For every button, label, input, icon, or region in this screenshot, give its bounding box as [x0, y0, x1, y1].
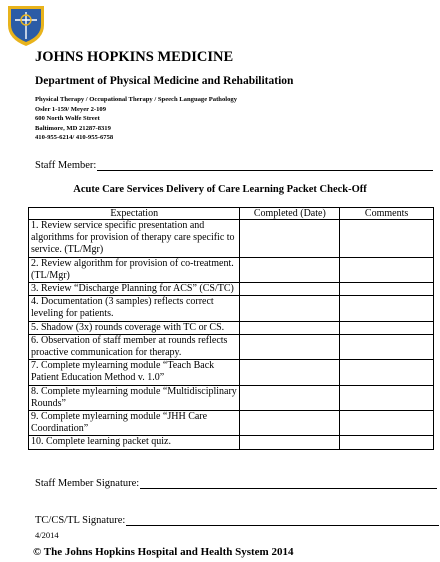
header-expectation: Expectation: [29, 208, 240, 220]
tc-signature-label: TC/CS/TL Signature:: [35, 515, 126, 526]
table-row: [29, 360, 434, 385]
expectation-cell: 3. Review “Discharge Planning for ACS” (CS/TC): [29, 283, 240, 296]
address-line: Baltimore, MD 21287-8319: [35, 124, 111, 132]
staff-member-field[interactable]: [35, 160, 433, 171]
staff-signature-field[interactable]: [35, 478, 437, 489]
address-line: 600 North Wolfe Street: [35, 115, 100, 123]
comments-cell[interactable]: [340, 220, 434, 258]
tc-signature-field[interactable]: [35, 515, 439, 526]
completed-date-cell[interactable]: [240, 385, 340, 410]
table-header-row: [29, 208, 434, 220]
table-row: [29, 283, 434, 296]
completed-date-cell[interactable]: [240, 220, 340, 258]
packet-title: Acute Care Services Delivery of Care Learning Packet Check-Off: [73, 184, 367, 195]
comments-cell[interactable]: [340, 360, 434, 385]
comments-cell[interactable]: [340, 411, 434, 436]
address-line: 410-955-6214/ 410-955-6758: [35, 134, 114, 142]
comments-cell[interactable]: [340, 385, 434, 410]
completed-date-cell[interactable]: [240, 283, 340, 296]
header-comments: Comments: [340, 208, 434, 220]
expectation-cell: 8. Complete mylearning module “Multidisciplinary Rounds”: [29, 385, 240, 410]
completed-date-cell[interactable]: [240, 296, 340, 321]
completed-date-cell[interactable]: [240, 257, 340, 282]
table-row: [29, 296, 434, 321]
tc-signature-line[interactable]: [126, 516, 439, 526]
comments-cell[interactable]: [340, 321, 434, 334]
expectation-cell: 9. Complete mylearning module “JHH Care Coordination”: [29, 411, 240, 436]
table-row: [29, 321, 434, 334]
table-row: [29, 334, 434, 359]
completed-date-cell[interactable]: [240, 411, 340, 436]
table-row: [29, 385, 434, 410]
expectation-cell: 7. Complete mylearning module “Teach Back Patient Education Method v. 1.0”: [29, 360, 240, 385]
address-line: Physical Therapy / Occupational Therapy / Speech Language Pathology: [35, 96, 237, 103]
expectation-cell: 10. Complete learning packet quiz.: [29, 436, 240, 449]
completed-date-cell[interactable]: [240, 334, 340, 359]
johns-hopkins-shield-logo-icon: [5, 3, 47, 48]
comments-cell[interactable]: [340, 257, 434, 282]
checkoff-table: [28, 207, 434, 450]
expectation-cell: 2. Review algorithm for provision of co-treatment. (TL/Mgr): [29, 257, 240, 282]
table-row: [29, 436, 434, 449]
comments-cell[interactable]: [340, 296, 434, 321]
expectation-cell: 1. Review service specific presentation and algorithms for provision of therapy care specific to service. (TL/Mgr): [29, 220, 240, 258]
table-row: [29, 257, 434, 282]
staff-signature-line[interactable]: [140, 479, 437, 489]
header-completed-date: Completed (Date): [240, 208, 340, 220]
completed-date-cell[interactable]: [240, 321, 340, 334]
completed-date-cell[interactable]: [240, 436, 340, 449]
copyright-notice: © The Johns Hopkins Hospital and Health System 2014: [33, 546, 294, 558]
comments-cell[interactable]: [340, 436, 434, 449]
address-block: [35, 95, 237, 143]
completed-date-cell[interactable]: [240, 360, 340, 385]
expectation-cell: 4. Documentation (3 samples) reflects correct leveling for patients.: [29, 296, 240, 321]
staff-signature-label: Staff Member Signature:: [35, 478, 140, 489]
table-row: [29, 411, 434, 436]
comments-cell[interactable]: [340, 283, 434, 296]
organization-name: JOHNS HOPKINS MEDICINE: [35, 49, 234, 65]
department-name: Department of Physical Medicine and Rehabilitation: [35, 75, 294, 87]
expectation-cell: 6. Observation of staff member at rounds reflects proactive communication for therapy.: [29, 334, 240, 359]
table-row: [29, 220, 434, 258]
staff-member-label: Staff Member:: [35, 160, 97, 171]
address-line: Osler 1-159/ Meyer 2-109: [35, 105, 106, 113]
staff-member-line[interactable]: [97, 161, 433, 171]
expectation-cell: 5. Shadow (3x) rounds coverage with TC or CS.: [29, 321, 240, 334]
comments-cell[interactable]: [340, 334, 434, 359]
form-date: 4/2014: [35, 530, 59, 540]
